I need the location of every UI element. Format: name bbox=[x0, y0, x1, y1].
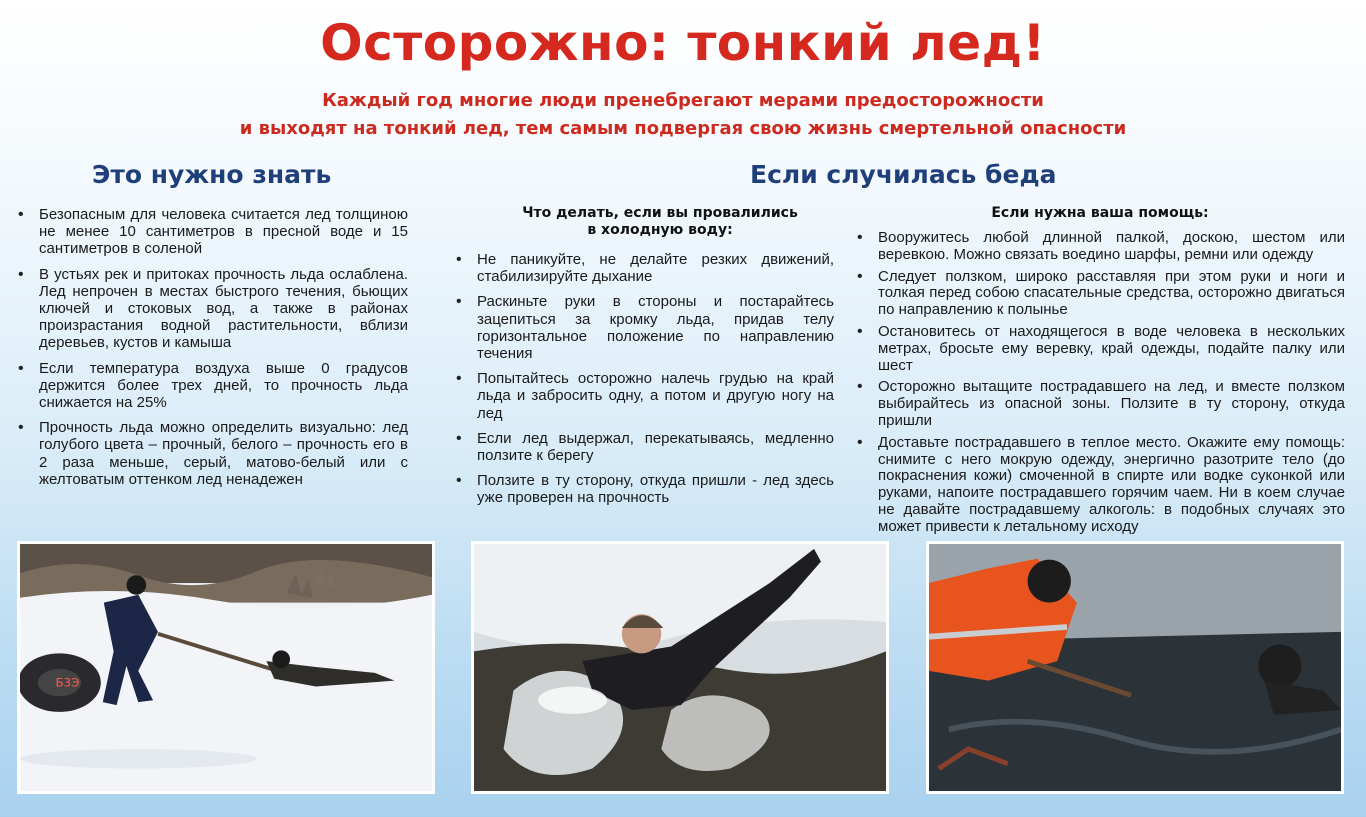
know-item: • Если температура воздуха выше 0 градусов держится более трех дней, то прочность льда снижается на 25% bbox=[14, 360, 408, 412]
fell-in-heading bbox=[470, 205, 850, 239]
section-heading-trouble: Если случилась беда bbox=[750, 160, 1057, 189]
fell-in-item: • Не паникуйте, не делайте резких движений, стабилизируйте дыхание bbox=[452, 251, 834, 285]
know-item: • В устьях рек и притоках прочность льда ослаблена. Лед непрочен в местах быстрого течения, бьющих ключей и стоковых вод, а также в районах произрастания водной растительности, вблизи деревьев, кустов и камыша bbox=[14, 266, 408, 352]
help-item: • Следует ползком, широко расставляя при этом руки и ноги и толкая перед собою спасательные средства, осторожно двигаться по направлению к полынье bbox=[853, 269, 1345, 319]
photo-rescuer-orange bbox=[926, 541, 1344, 794]
fell-in-heading-line-2: в холодную воду: bbox=[587, 222, 733, 238]
photo-rope-rescue bbox=[17, 541, 435, 794]
help-list bbox=[853, 230, 1345, 536]
subtitle-line-2: и выходят на тонкий лед, тем самым подвергая свою жизнь смертельной опасности bbox=[239, 118, 1127, 139]
help-item: • Остановитесь от находящегося в воде человека в нескольких метрах, бросьте ему веревку, край одежды, подайте палку или шест bbox=[853, 324, 1345, 374]
fell-in-list bbox=[452, 251, 834, 515]
section-heading-know: Это нужно знать bbox=[92, 160, 332, 189]
help-item: • Вооружитесь любой длинной палкой, доскою, шестом или веревкою. Можно связать воедино шарфы, ремни или одежду bbox=[853, 230, 1345, 264]
know-item: • Прочность льда можно определить визуально: лед голубого цвета – прочный, белого – прочность его в 2 раза меньше, серый, матово-белый или с желтоватым оттенком лед ненадежен bbox=[14, 419, 408, 488]
fell-in-item: • Раскиньте руки в стороны и постарайтесь зацепиться за кромку льда, придав телу горизонтальное положение по направлению течения bbox=[452, 293, 834, 362]
help-item: • Осторожно вытащите пострадавшего на лед, и вместе ползком выбирайтесь из опасной зоны. Ползите в ту сторону, откуда пришли bbox=[853, 379, 1345, 429]
fell-in-item: • Если лед выдержал, перекатываясь, медленно ползите к берегу bbox=[452, 430, 834, 464]
know-list bbox=[14, 206, 408, 496]
subtitle-line-1: Каждый год многие люди пренебрегают мерами предосторожности bbox=[322, 90, 1044, 111]
fell-in-heading-line-1: Что делать, если вы провалились bbox=[522, 205, 798, 221]
tire-label bbox=[55, 676, 79, 690]
fell-in-item: • Попытайтесь осторожно налечь грудью на край льда и забросить одну, а потом и другую ногу на лед bbox=[452, 370, 834, 422]
poster-title: Осторожно: тонкий лед! bbox=[320, 14, 1046, 72]
help-item: • Доставьте пострадавшего в теплое место. Окажите ему помощь: снимите с него мокрую одежду, энергично разотрите тело (до покраснения кожи) смоченной в спирте или водке суконкой или руками, напоите пострадавшего горячим чаем. Ни в коем случае не давайте пострадавшему алкоголь: в подобных случаях это может привести к летальному исходу bbox=[853, 435, 1345, 536]
help-heading: Если нужна ваша помощь: bbox=[991, 205, 1209, 221]
fell-in-item: • Ползите в ту сторону, откуда пришли - лед здесь уже проверен на прочность bbox=[452, 472, 834, 506]
svg-text:Б3Э: Б3Э bbox=[55, 675, 80, 690]
photo-person-in-water bbox=[471, 541, 889, 794]
know-item: • Безопасным для человека считается лед толщиною не менее 10 сантиметров в пресной воде и 15 сантиметров в соленой bbox=[14, 206, 408, 258]
